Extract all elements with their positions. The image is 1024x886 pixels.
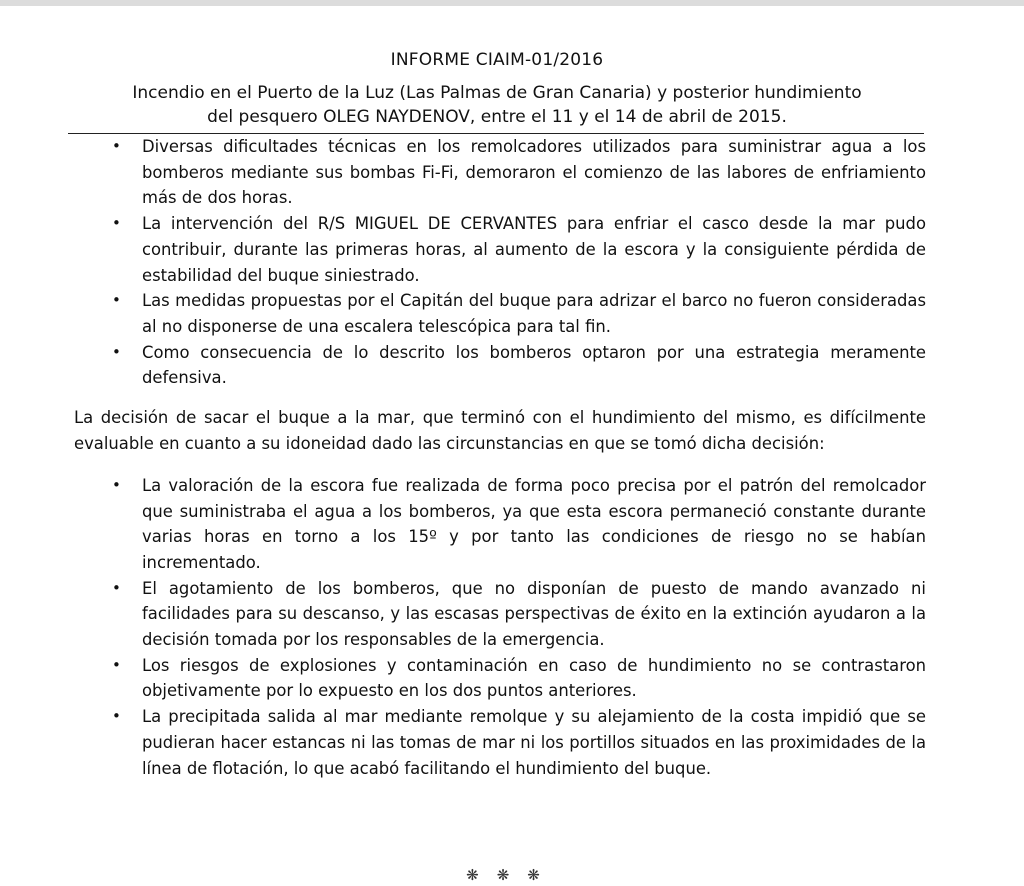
report-subtitle-line-1: Incendio en el Puerto de la Luz (Las Palmas de Gran Canaria) y posterior hundimiento xyxy=(132,83,862,103)
list-item xyxy=(68,134,926,211)
report-id: INFORME CIAIM-01/2016 xyxy=(390,50,604,70)
bullet-icon: • xyxy=(112,342,121,361)
bullet-icon: • xyxy=(112,655,121,674)
bullet-icon: • xyxy=(112,214,121,233)
list-item xyxy=(68,473,926,576)
bullet-icon: • xyxy=(112,578,121,597)
list-item xyxy=(68,576,926,653)
list-item-text: La precipitada salida al mar mediante remolque y su alejamiento de la costa impidió que se pudieran hacer estancas ni las tomas de mar ni los portillos situados en las proximidades de la línea de flotación, lo que acabó facilitando el hundimiento del buque. xyxy=(142,707,926,778)
report-header xyxy=(68,48,926,129)
document-page xyxy=(68,48,926,781)
report-subtitle-line-2: del pesquero OLEG NAYDENOV, entre el 11 y el 14 de abril de 2015. xyxy=(207,107,787,127)
list-item xyxy=(68,288,926,339)
list-item xyxy=(68,340,926,391)
list-item-text: La valoración de la escora fue realizada de forma poco precisa por el patrón del remolcador que suministraba el agua a los bomberos, ya que esta escora permaneció constante durante varias horas en torno a los 15º y por tanto las condiciones de riesgo no se habían incrementado. xyxy=(142,475,926,572)
list-item-text: El agotamiento de los bomberos, que no disponían de puesto de mando avanzado ni facilidades para su descanso, y las escasas perspectivas de éxito en la extinción ayudaron a la decisión tomada por los responsables de la emergencia. xyxy=(142,578,926,650)
bullet-icon: • xyxy=(112,137,121,155)
list-item-text: La intervención del R/S MIGUEL DE CERVANTES para enfriar el casco desde la mar pudo contribuir, durante las primeras horas, al aumento de la escora y la consiguiente pérdida de estabilidad del buque siniestrado. xyxy=(142,214,926,285)
top-edge-bar xyxy=(0,0,1024,6)
findings-list-1 xyxy=(68,134,926,391)
list-item xyxy=(68,704,926,781)
bullet-icon: • xyxy=(112,475,121,494)
bullet-icon: • xyxy=(112,707,121,726)
decision-paragraph: La decisión de sacar el buque a la mar, que terminó con el hundimiento del mismo, es difícilmente evaluable en cuanto a su idoneidad dado las circunstancias en que se tomó dicha decisión: xyxy=(74,408,926,453)
list-item-text: Las medidas propuestas por el Capitán del buque para adrizar el barco no fueron consideradas al no disponerse de una escalera telescópica para tal fin. xyxy=(142,291,926,336)
list-item-text: Como consecuencia de lo descrito los bomberos optaron por una estrategia meramente defensiva. xyxy=(142,342,926,388)
findings-list-2 xyxy=(68,473,926,781)
bullet-icon: • xyxy=(112,291,121,310)
section-end-ornament: ❋❋❋ xyxy=(466,866,558,884)
list-item xyxy=(68,211,926,288)
list-item xyxy=(68,653,926,704)
list-item-text: Los riesgos de explosiones y contaminación en caso de hundimiento no se contrastaron objetivamente por lo expuesto en los dos puntos anteriores. xyxy=(142,655,926,701)
list-item-text: Diversas dificultades técnicas en los remolcadores utilizados para suministrar agua a los bomberos mediante sus bombas Fi-Fi, demoraron el comienzo de las labores de enfriamiento más de dos horas. xyxy=(142,137,926,208)
